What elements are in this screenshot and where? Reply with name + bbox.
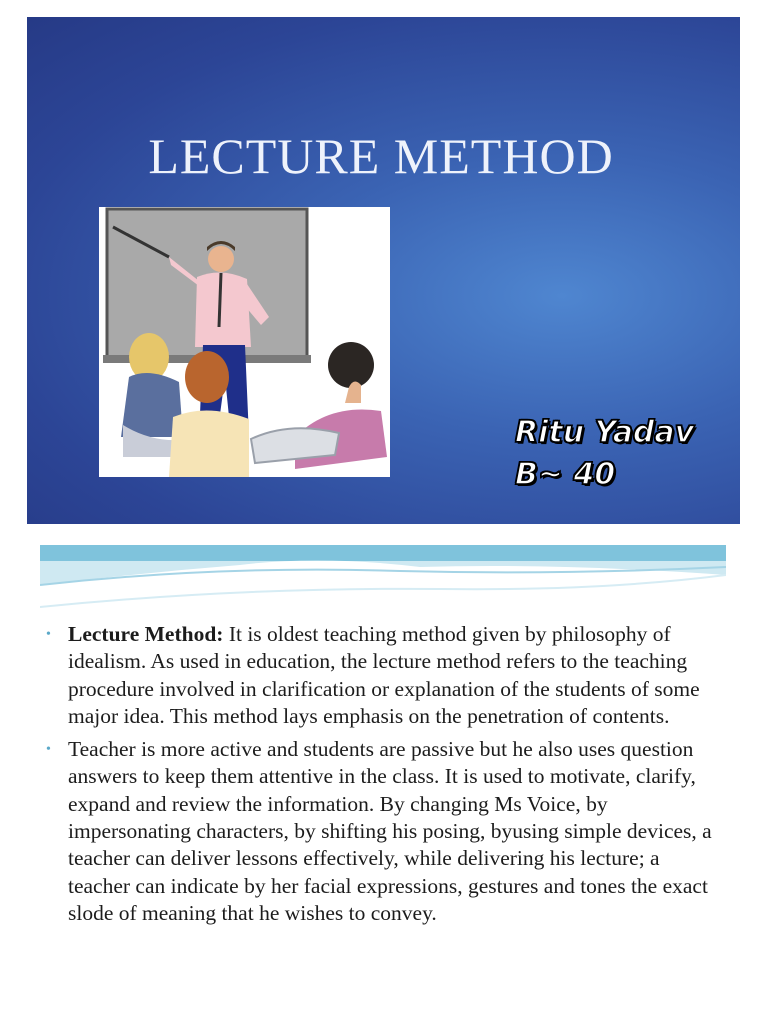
bullet-item	[40, 736, 720, 927]
teacher-lecturing-illustration	[99, 207, 390, 477]
bullet-text: Teacher is more active and students are passive but he also uses question answers to keep them attentive in the class. It is used to motivate, clarify, expand and review the information. By changing Ms Voice, by impersonating characters, by shifting his posing, byusing simple devices, a teacher can deliver lessons effectively, while delivering his lecture; a teacher can indicate by her facial expressions, gestures and tones the exact slode of meaning that he wishes to convey.	[68, 737, 712, 925]
bullet-text: It is oldest teaching method given by philosophy of idealism. As used in education, the lecture method refers to the teaching procedure involved in clarification or explanation of the students of some major idea. This method lays emphasis on the penetration of contents.	[68, 622, 700, 728]
bullet-item	[40, 621, 720, 730]
classroom-icon	[99, 207, 390, 477]
bullet-list	[40, 621, 720, 933]
bullet-icon: •	[46, 627, 51, 642]
author-name: Ritu Yadav	[515, 415, 695, 450]
bullet-heading: Lecture Method:	[68, 622, 224, 646]
header-wave-decoration	[40, 545, 726, 625]
content-slide	[40, 545, 726, 1024]
slide-title: LECTURE METHOD	[148, 128, 614, 184]
bullet-icon: •	[46, 742, 51, 758]
author-code: B~ 40	[515, 457, 616, 492]
title-slide	[27, 17, 740, 524]
author-signature	[515, 412, 694, 496]
